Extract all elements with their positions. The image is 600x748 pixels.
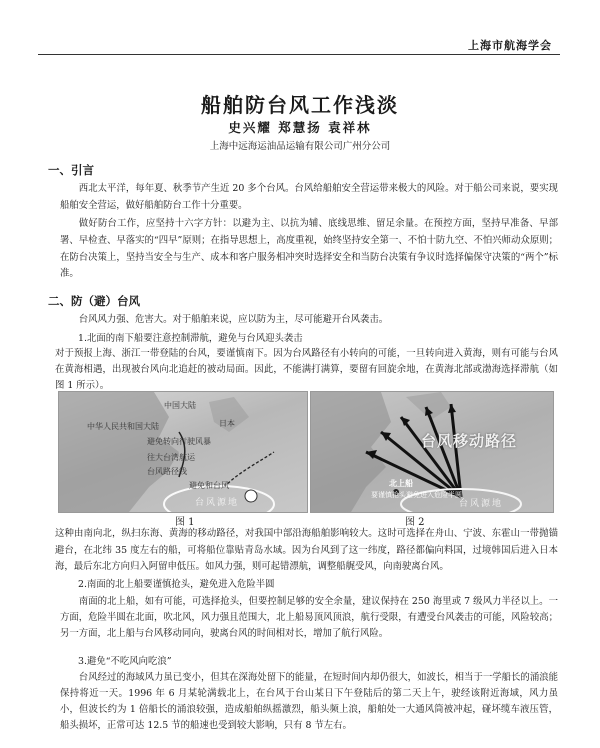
paragraph: 西北太平洋，每年夏、秋季节产生近 20 多个台风。台风给船舶安全营运带来极大的风险。对于船公司来说，要实现船舶安全营运，做好船舶防台工作十分重要。 bbox=[60, 183, 558, 211]
affiliation: 上海中远海运油品运输有限公司广州分公司 bbox=[209, 141, 391, 152]
paragraph: 南面的北上船，如有可能，可选择抢头，但要控制足够的安全余量，建议保持在 250 海里或 7 级风力半径以上。一方面，危险半圆在北面，吹北风，风力强且范围大，北上船易顶风顶浪，航行受限，有遭受台风袭击的可能，风险较高；另一方面，北上船与台风移动同向，驶离台风的时间相对长，增加了航行风险。 bbox=[60, 596, 558, 639]
header-rule bbox=[38, 54, 560, 55]
fig2-watermark: 台风源地 bbox=[459, 499, 504, 509]
fig2-title-label: 台风移动路径 bbox=[421, 432, 518, 450]
typhoon-path-line bbox=[224, 452, 274, 487]
fig1-label: 台风路径线 bbox=[147, 467, 187, 476]
fig1-label: 中华人民共和国大陆 bbox=[87, 422, 159, 431]
figure-1-caption: 图 1 bbox=[175, 517, 195, 528]
fig1-label: 往大台湾航运 bbox=[147, 453, 195, 462]
section-heading-intro: 一、引言 bbox=[48, 163, 94, 177]
paragraph: 台风风力强、危害大。对于船舶来说，应以防为主，尽可能避开台风袭击。 bbox=[78, 314, 389, 325]
paper-title: 船舶防台风工作浅淡 bbox=[201, 93, 399, 117]
subsection-title: 1.北面的南下船要注意控制滞航，避免与台风迎头袭击 bbox=[78, 333, 303, 344]
fig2-label: 北上船 bbox=[389, 479, 413, 488]
fig1-label: 中国大陆 bbox=[164, 401, 196, 410]
fig1-label: 避免转向行驶风暴 bbox=[147, 437, 211, 446]
typhoon-eye-icon bbox=[245, 490, 257, 502]
paragraph: 这种由南向北，纵扫东海、黄海的移动路径，对我国中部沿海船舶影响较大。这时可选择在舟山、宁波、东霍山一带抛锚避台，在北纬 35 度左右的船，可将船位靠贴青岛水域。因为台风到了这一纬度，路径都偏向料国，过境韩国后进入日本海，最后东北方向归入阿留申低压。如风力强，则可起错漂航，调整船艉受风，向南驶离台风。 bbox=[55, 528, 558, 572]
fig1-label: 日本 bbox=[219, 419, 235, 428]
fig1-label: 避免和台风 bbox=[189, 481, 229, 490]
fig1-watermark: 台风源地 bbox=[195, 498, 240, 508]
figure-2-caption: 图 2 bbox=[405, 517, 425, 528]
authors: 史兴耀 郑慧扬 袁祥林 bbox=[228, 120, 372, 135]
journal-name: 上海市航海学会 bbox=[468, 39, 552, 52]
figure-2-map bbox=[310, 391, 554, 513]
subsection-title: 3.避免“不吃风向吃浪” bbox=[78, 656, 172, 667]
subsection-title: 2.南面的北上船要谨慎抢头，避免进入危险半圆 bbox=[78, 579, 275, 590]
figure-1-map bbox=[58, 391, 308, 513]
paragraph: 做好防台工作，应坚持十六字方针：以避为主、以抗为辅、底线思维、留足余量。在预控方面，坚持早准备、早部署、早检查、早落实的“四早”原则；在指导思想上，高度重视，始终坚持安全第一、不怕十防九空、不怕兴师动众原则；在防台决策上，坚持当安全与生产、成本和客户服务相冲突时选择安全和当防台决策有争议时选择偏保守决策的“两个”标准。 bbox=[60, 218, 558, 280]
paragraph: 台风经过的海域风力虽已变小，但其在深海处留下的能量，在短时间内却仍很大，如波长，相当于一学船长的涌浪能保持将近一天。1996 年 6 月某轮满载北上，在台风于台山某日下午登陆后的第二天上午，驶经该附近海域，风力虽小，但波长约为 1 倍船长的涌浪较强，造成船舶纵摇激烈，船头频上浪，船舶处一大通风筒被冲起，碰坏缆车液压管，船头损坏，正常可达 12.5 节的船速也受到较大影响，只有 8 节左右。 bbox=[60, 672, 558, 731]
fig2-label: 要谨慎抢头避免进入危险半圆 bbox=[371, 491, 462, 499]
paragraph: 对于预报上海、浙江一带登陆的台风，要谨慎南下。因为台风路径有小转向的可能，一旦转向进入黄海，则有可能与台风在黄海相遇，出现被台风向北追赶的被动局面。因此，不能满打满算，要留有回旋余地，在黄海北部或渤海选择滞航（如图 1 所示）。 bbox=[55, 348, 558, 391]
section-heading-avoid: 二、防（避）台风 bbox=[48, 294, 140, 308]
